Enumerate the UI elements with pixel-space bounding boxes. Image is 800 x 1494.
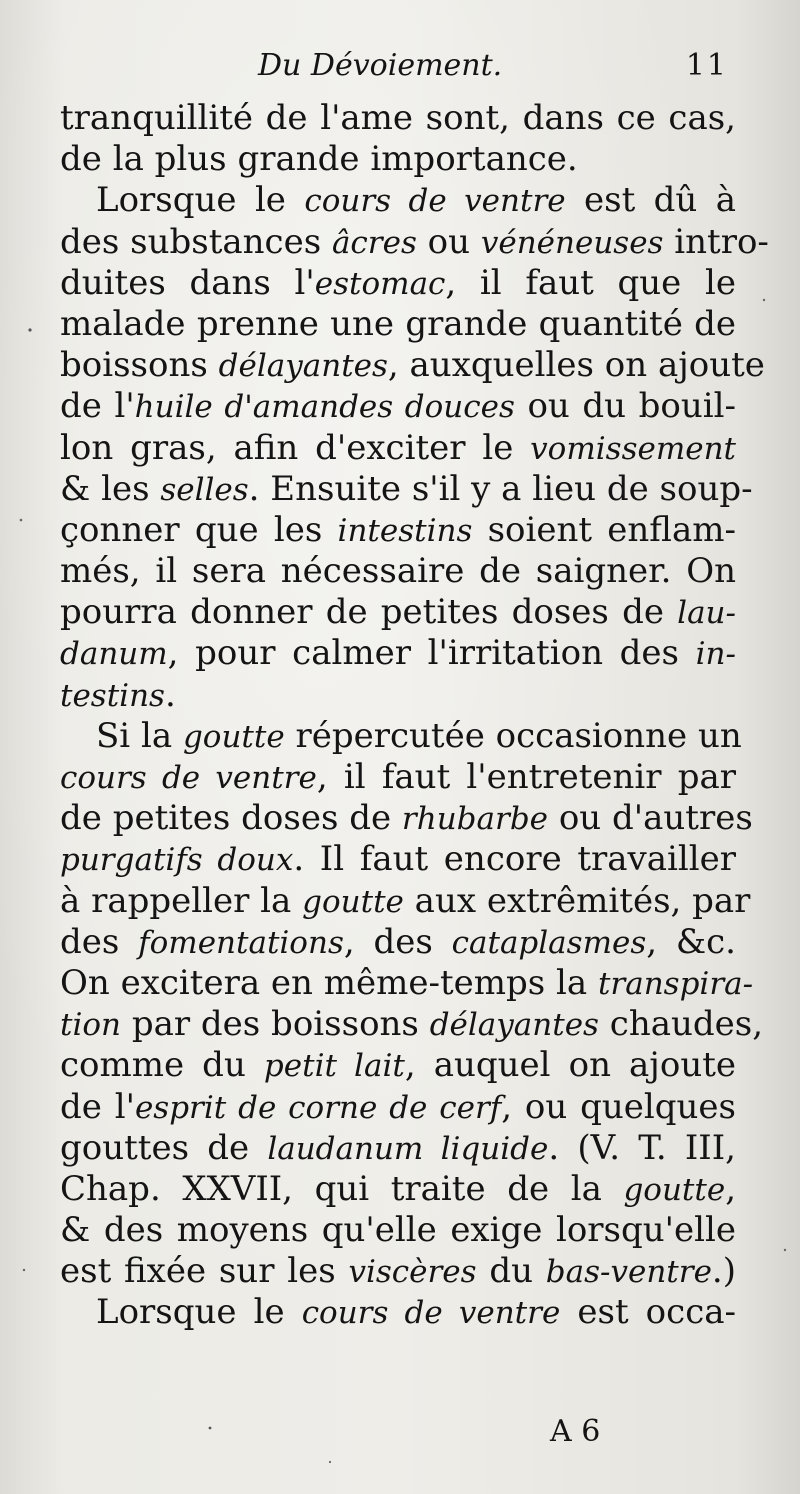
- text-run: est dû à: [565, 180, 736, 221]
- text-run: soient enflam-: [472, 509, 736, 550]
- italic-term: goutte: [302, 883, 404, 920]
- text-line: [60, 922, 736, 963]
- text-run: ou du bouil-: [514, 386, 736, 427]
- text-line: [60, 1292, 736, 1333]
- text-run: comme du: [60, 1045, 264, 1086]
- text-line: [60, 221, 769, 263]
- italic-term: lau-: [677, 595, 736, 632]
- text-run: de petites doses de: [60, 798, 402, 839]
- text-line: [60, 1210, 736, 1251]
- italic-term: intestins: [337, 512, 473, 549]
- text-line: [60, 962, 754, 1004]
- italic-term: purgatifs doux: [60, 842, 294, 879]
- text-run: Si la: [96, 715, 183, 756]
- text-run: de l': [60, 1086, 135, 1127]
- text-run: du: [476, 1251, 546, 1292]
- text-run: , pour calmer l'irritation des: [167, 633, 696, 674]
- text-run: gouttes de: [60, 1127, 268, 1168]
- text-run: , auxquelles on ajoute: [387, 345, 765, 386]
- italic-term: goutte: [623, 1171, 726, 1208]
- text-run: intro-: [663, 221, 769, 262]
- italic-term: goutte: [182, 718, 285, 755]
- italic-term: vénéneuses: [480, 224, 664, 261]
- italic-term: cataplasmes: [451, 924, 647, 961]
- italic-term: estomac: [314, 265, 446, 302]
- text-run: de la plus grande importance.: [60, 139, 578, 180]
- text-run: ,: [725, 1168, 736, 1209]
- ink-speck: [20, 519, 23, 522]
- text-run: , ou quelques: [501, 1086, 736, 1127]
- text-run: des: [60, 921, 139, 962]
- text-run: Lorsque le: [96, 180, 305, 221]
- text-run: Chap. XXVII, qui traite de la: [60, 1168, 624, 1209]
- text-run: à rappeller la: [60, 880, 303, 921]
- ink-speck: [23, 1269, 25, 1271]
- text-line: [60, 98, 736, 139]
- italic-term: bas-ventre: [545, 1254, 712, 1291]
- text-run: , des: [343, 921, 452, 962]
- text-run: .): [711, 1251, 736, 1292]
- text-run: , auquel on ajoute: [404, 1045, 736, 1086]
- italic-term: viscères: [348, 1254, 477, 1291]
- italic-term: in-: [695, 636, 736, 673]
- text-line: [60, 386, 736, 427]
- text-run: duites dans l': [60, 262, 315, 303]
- text-line: [60, 1045, 736, 1086]
- italic-term: testins: [60, 677, 165, 714]
- text-run: .: [164, 674, 176, 715]
- text-run: . Il faut encore travailler: [293, 839, 736, 880]
- page-header: [258, 48, 728, 92]
- running-title: Du Dévoiement.: [258, 48, 503, 83]
- text-line: [60, 1087, 736, 1128]
- text-run: pourra donner de petites doses de: [60, 592, 678, 633]
- ink-speck: [28, 328, 31, 331]
- text-line: [60, 263, 736, 304]
- text-run: , il faut l'entretenir par: [316, 757, 737, 797]
- text-run: On excitera en même-temps la: [60, 962, 598, 1003]
- italic-term: cours de ventre: [60, 760, 317, 796]
- text-run: lon gras, afin d'exciter le: [60, 427, 531, 468]
- text-run: . (V. T. III,: [548, 1127, 736, 1168]
- text-line: [60, 715, 742, 757]
- text-line: [60, 675, 736, 716]
- text-run: Lorsque le: [96, 1292, 302, 1333]
- italic-term: cours de ventre: [304, 183, 566, 220]
- text-run: chaudes,: [598, 1004, 764, 1045]
- italic-term: délayantes: [429, 1007, 599, 1044]
- text-run: més, il sera nécessaire de saigner. On: [60, 551, 736, 592]
- text-line: [60, 468, 753, 510]
- text-run: aux extrêmités, par: [403, 880, 751, 921]
- text-run: ou: [416, 221, 481, 262]
- text-line: [60, 798, 753, 839]
- page-number: 11: [685, 48, 728, 83]
- italic-term: selles: [160, 471, 249, 508]
- italic-term: transpira-: [597, 965, 754, 1002]
- text-line: [60, 1004, 764, 1045]
- text-line: [60, 304, 736, 345]
- text-run: des substances: [60, 221, 332, 262]
- ink-speck: [784, 1249, 786, 1251]
- text-run: est occa-: [560, 1292, 736, 1333]
- ink-speck: [209, 1427, 212, 1430]
- text-run: est fixée sur les: [60, 1251, 349, 1292]
- text-line: [60, 880, 751, 922]
- italic-term: âcres: [331, 224, 417, 261]
- text-run: . Ensuite s'il y a lieu de soup-: [248, 468, 753, 509]
- text-run: , il faut que le: [445, 262, 736, 303]
- text-line: [60, 551, 736, 592]
- italic-term: vomissement: [530, 430, 736, 467]
- italic-term: laudanum liquide: [267, 1130, 549, 1167]
- text-run: par des boissons: [121, 1004, 430, 1045]
- text-run: & des moyens qu'elle exige lorsqu'elle: [60, 1210, 736, 1251]
- italic-term: petit lait: [263, 1048, 405, 1085]
- ink-speck: [329, 1461, 331, 1463]
- text-line: [60, 839, 736, 880]
- text-line: [60, 428, 736, 469]
- text-run: , &c.: [646, 921, 736, 962]
- text-line: [60, 757, 736, 798]
- text-line: [60, 510, 736, 551]
- italic-term: tion: [60, 1007, 122, 1044]
- text-line: [60, 180, 736, 221]
- signature-mark: A 6: [550, 1414, 601, 1449]
- text-run: malade prenne une grande quantité de: [60, 303, 736, 344]
- text-line: [60, 1128, 736, 1169]
- body-text: [60, 98, 769, 1334]
- text-run: de l': [60, 386, 135, 427]
- text-run: tranquillité de l'ame sont, dans ce cas,: [60, 98, 736, 138]
- text-line: [60, 633, 736, 674]
- italic-term: rhubarbe: [401, 801, 549, 838]
- text-line: [60, 1169, 736, 1210]
- italic-term: huile d'amandes douces: [134, 389, 515, 426]
- text-run: çonner que les: [60, 509, 338, 550]
- text-line: [60, 592, 736, 633]
- italic-term: esprit de corne de cerf: [134, 1089, 502, 1126]
- italic-term: cours de ventre: [301, 1295, 561, 1332]
- italic-term: fomentations: [138, 924, 344, 961]
- italic-term: danum: [60, 636, 168, 673]
- ink-speck: [763, 299, 765, 301]
- italic-term: délayantes: [218, 348, 388, 385]
- text-line: [60, 1251, 736, 1292]
- text-line: [60, 139, 736, 180]
- text-run: répercutée occasionne un: [284, 715, 742, 756]
- text-run: ou d'autres: [548, 798, 753, 839]
- text-run: & les: [60, 468, 161, 509]
- text-run: boissons: [60, 345, 219, 386]
- text-line: [60, 345, 765, 386]
